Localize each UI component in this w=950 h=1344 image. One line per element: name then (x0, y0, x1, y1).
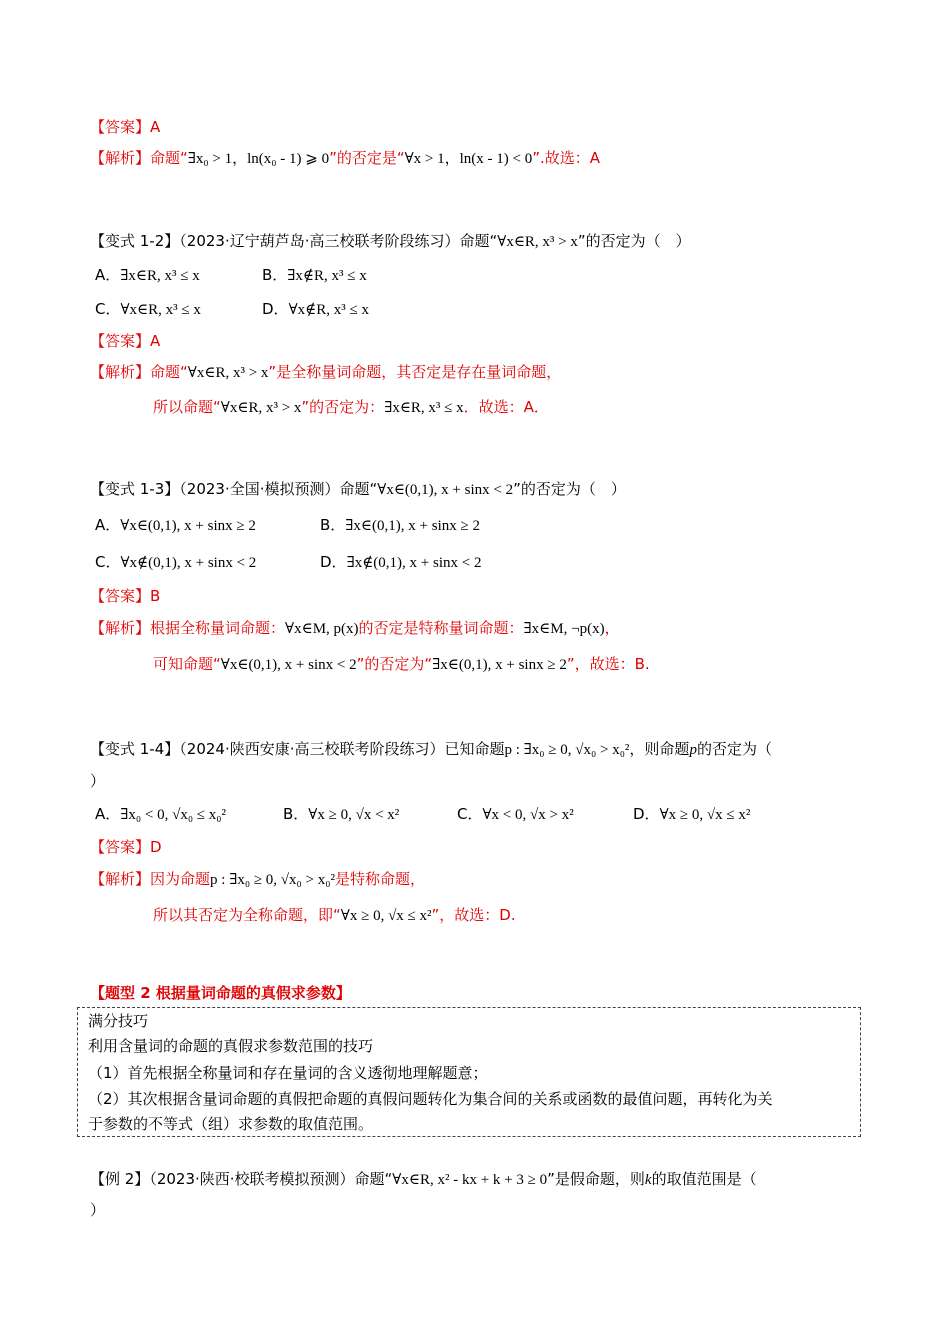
math-expression: ∃x∉R, x³ ≤ x (287, 268, 367, 284)
option-key: C． (95, 300, 121, 318)
option-key: C． (95, 553, 121, 571)
tips-line: （1）首先根据全称量词和存在量词的含义透彻地理解题意； (88, 1064, 488, 1082)
option-key: A． (95, 516, 121, 534)
answer-1-2: 【答案】A (90, 332, 161, 350)
analysis-label: 【解析】 (90, 619, 151, 637)
analysis-1-3-line2 (153, 653, 650, 676)
math-expression: ∃x∈(0,1), x + sinx ≥ 2 (345, 518, 480, 534)
math-expression: ∀x∈R, x³ ≤ x (120, 302, 201, 318)
topic-heading: 【题型 2 根据量词命题的真假求参数】 (90, 984, 351, 1002)
example-2-wrap: ） (90, 1201, 106, 1219)
option-key: B． (283, 805, 309, 823)
option-d (320, 551, 481, 574)
example-2-stem (90, 1168, 757, 1191)
tips-line: 于参数的不等式（组）求参数的取值范围。 (88, 1115, 374, 1133)
text: 根据全称量词命题： (150, 619, 286, 637)
option-a (95, 514, 256, 537)
text: 命题“ (150, 363, 188, 381)
question-1-3-stem (90, 478, 626, 501)
answer-1-1: 【答案】A (90, 118, 161, 136)
math-expression: ∀x ≥ 0, √x ≤ x² (659, 807, 751, 823)
option-key: A． (95, 805, 121, 823)
text: 所以命题“ (153, 398, 221, 416)
math-expression: ∀x∈(0,1), x + sinx < 2 (377, 482, 514, 498)
analysis-1-3-line1 (90, 617, 620, 640)
math-expression: ∀x∈R, x³ > x (497, 234, 578, 250)
text: （2023·全国·模拟预测）命题“ (179, 480, 378, 498)
text: ”的否定为“ (356, 655, 433, 673)
math-expression: ∀x ≥ 0, √x ≤ x² (340, 908, 432, 924)
text: ”的否定为（ ） (577, 232, 691, 250)
text: ”的否定是“ (329, 149, 405, 167)
math-expression: ∀x ≥ 0, √x < x² (308, 807, 400, 823)
text: ”是假命题，则 (547, 1170, 645, 1188)
tips-title: 满分技巧 (88, 1012, 149, 1030)
question-1-4-stem (90, 738, 772, 761)
math-expression: ∀x∈(0,1), x + sinx ≥ 2 (120, 518, 256, 534)
option-key: B． (262, 266, 288, 284)
text: ， (604, 619, 620, 637)
analysis-label: 【解析】 (90, 149, 151, 167)
option-key: D． (320, 553, 347, 571)
math-expression: ∃x∈R, x³ ≤ x (120, 268, 200, 284)
math-expression: ∀x∈(0,1), x + sinx < 2 (220, 657, 357, 673)
option-key: D． (633, 805, 660, 823)
option-b (283, 803, 399, 826)
text: ．故选：A． (463, 398, 549, 416)
option-c (95, 298, 201, 321)
math-variable: k (644, 1172, 652, 1188)
text: 命题“ (150, 149, 188, 167)
text: 的否定是特称量词命题： (358, 619, 524, 637)
analysis-1-1 (90, 147, 600, 170)
math-expression: ∀x∈M, p(x) (285, 621, 359, 637)
option-d (633, 803, 750, 826)
text: ”，故选：D. (431, 906, 516, 924)
math-expression: ∀x < 0, √x > x² (482, 807, 574, 823)
option-b (262, 264, 367, 287)
math-expression: ∀x > 1，ln(x - 1) < 0 (404, 151, 533, 167)
question-1-4-wrap: ） (90, 772, 106, 790)
option-c (457, 803, 574, 826)
math-variable: p (689, 742, 697, 758)
math-expression: ∀x∈R, x³ > x (187, 365, 269, 381)
question-label: 【变式 1-4】 (90, 740, 180, 758)
math-expression: ∀x∉(0,1), x + sinx < 2 (120, 555, 257, 571)
text: ，则命题 (629, 740, 690, 758)
analysis-1-2-line2 (153, 396, 549, 419)
tips-line: 利用含量词的命题的真假求参数范围的技巧 (88, 1037, 374, 1055)
math-expression: ∃x∉(0,1), x + sinx < 2 (346, 555, 482, 571)
option-key: A． (95, 266, 121, 284)
option-a (95, 264, 200, 287)
analysis-1-2-line1 (90, 361, 561, 384)
text: （2023·陕西·校联考模拟预测）命题“ (149, 1170, 393, 1188)
text: 因为命题 (150, 870, 211, 888)
option-key: D． (262, 300, 289, 318)
question-label: 【变式 1-3】 (90, 480, 180, 498)
math-expression: ∃x∈M, ¬p(x) (523, 621, 605, 637)
analysis-label: 【解析】 (90, 870, 151, 888)
tips-line: （2）其次根据含量词命题的真假把命题的真假问题转化为集合间的关系或函数的最值问题，再转化为关 (88, 1090, 773, 1108)
option-d (262, 298, 369, 321)
math-expression: ∃x₀ < 0, √x₀ ≤ x₀² (120, 807, 227, 823)
text: ”，故选：B. (566, 655, 650, 673)
answer-1-4: 【答案】D (90, 838, 162, 856)
text: 可知命题“ (153, 655, 221, 673)
analysis-1-4-line1 (90, 868, 425, 891)
math-expression: p : ∃x₀ ≥ 0, √x₀ > x₀² (210, 872, 335, 888)
text: 的否定为（ (696, 740, 772, 758)
text: ”的否定为： (301, 398, 385, 416)
option-c (95, 551, 256, 574)
analysis-1-4-line2 (153, 904, 516, 927)
math-expression: ∃x∈R, x³ ≤ x (384, 400, 464, 416)
text: 的取值范围是（ (651, 1170, 757, 1188)
math-expression: ∀x∈R, x² - kx + k + 3 ≥ 0 (392, 1172, 548, 1188)
analysis-label: 【解析】 (90, 363, 151, 381)
text: ”的否定为（ ） (513, 480, 626, 498)
option-a (95, 803, 226, 826)
text: ”是全称量词命题，其否定是存在量词命题， (268, 363, 562, 381)
question-label: 【例 2】 (90, 1170, 150, 1188)
math-expression: ∀x∈R, x³ > x (220, 400, 302, 416)
text: （2024·陕西安康·高三校联考阶段练习）已知命题 (179, 740, 505, 758)
option-key: C． (457, 805, 483, 823)
math-expression: p : ∃x₀ ≥ 0, √x₀ > x₀² (504, 742, 630, 758)
math-expression: ∃x₀ > 1，ln(x₀ - 1) ⩾ 0 (187, 151, 330, 167)
text: ”.故选：A (532, 149, 601, 167)
text: 所以其否定为全称命题，即“ (153, 906, 341, 924)
question-1-2-stem (90, 230, 691, 253)
answer-1-3: 【答案】B (90, 587, 161, 605)
option-b (320, 514, 480, 537)
math-expression: ∀x∉R, x³ ≤ x (288, 302, 369, 318)
option-key: B． (320, 516, 346, 534)
math-expression: ∃x∈(0,1), x + sinx ≥ 2 (432, 657, 567, 673)
question-label: 【变式 1-2】 (90, 232, 180, 250)
text: （2023·辽宁葫芦岛·高三校联考阶段练习）命题“ (179, 232, 498, 250)
text: 是特称命题， (334, 870, 425, 888)
tips-box (77, 1007, 861, 1137)
